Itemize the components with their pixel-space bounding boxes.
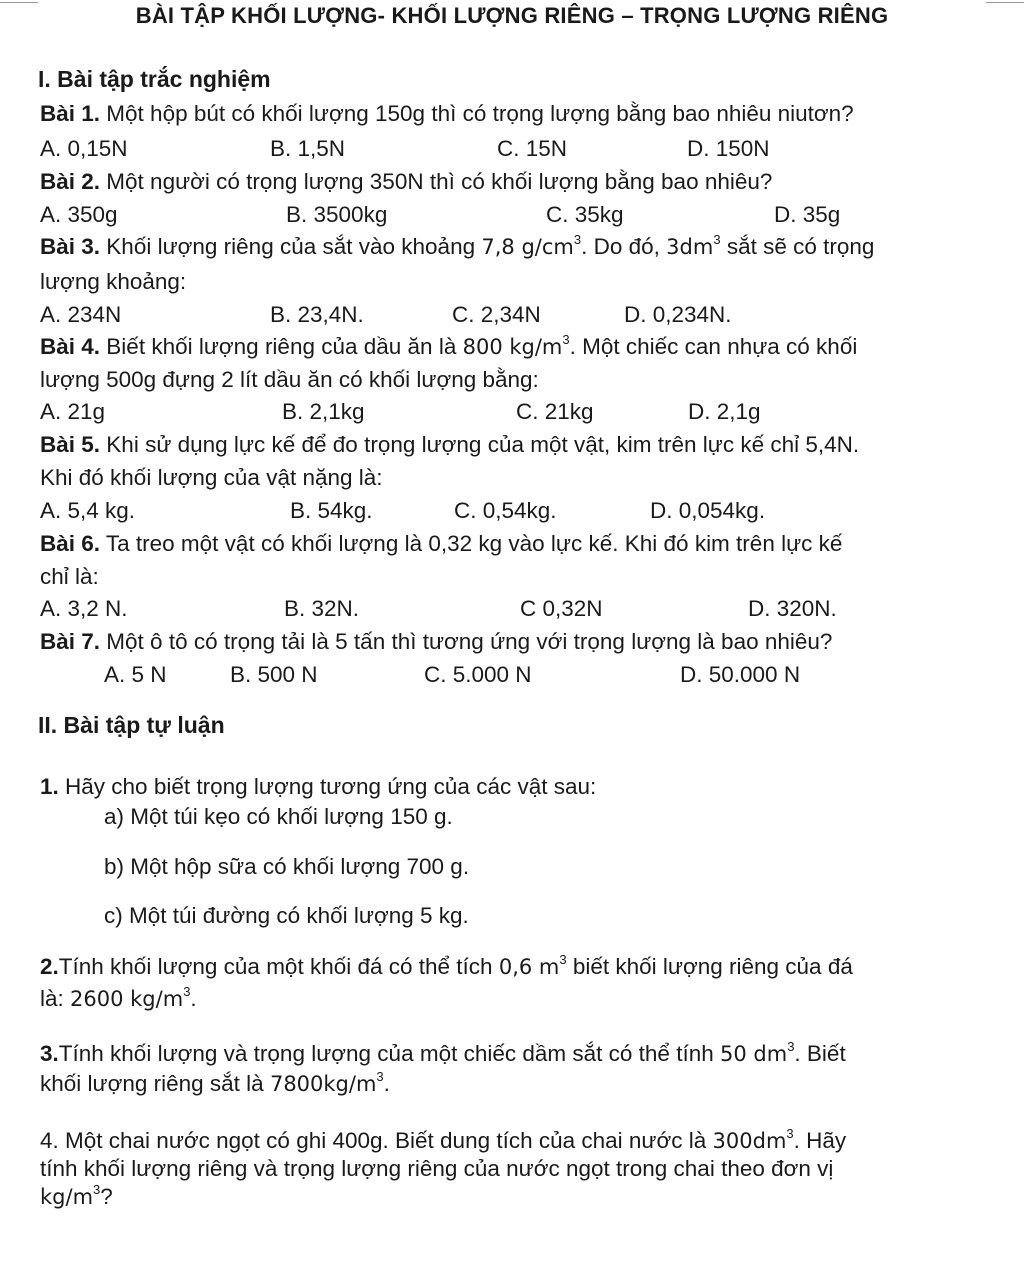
section-1-heading: I. Bài tập trắc nghiệm — [38, 66, 271, 92]
question-text: Ta treo một vật có khối lượng là 0,32 kg vào lực kế. Khi đó kim trên lực kế — [105, 531, 843, 556]
sub-item-a: a) Một túi kẹo có khối lượng 150 g. — [104, 804, 453, 829]
question-1 — [40, 103, 854, 126]
question-text: Một ô tô có trọng tải là 5 tấn thì tương ứng với trọng lượng là bao nhiêu? — [106, 629, 833, 654]
question-label: Bài 6. — [40, 531, 101, 556]
question-number: 3. — [40, 1041, 59, 1066]
option-b: B. 32N. — [284, 596, 360, 621]
option-d: D. 2,1g — [688, 399, 761, 424]
question-mark: ? — [100, 1184, 113, 1209]
question-text-b: . Biết — [794, 1041, 846, 1066]
formula-density: 2600 kg/m — [70, 987, 184, 1011]
superscript: 3 — [559, 952, 567, 967]
superscript: 3 — [562, 332, 570, 347]
essay-question-4 — [40, 1126, 847, 1153]
question-text-a: 4. Một chai nước ngọt có ghi 400g. Biết dung tích của chai nước là — [40, 1128, 707, 1153]
option-d: D. 0,234N. — [624, 302, 732, 327]
question-text-a: Tính khối lượng và trọng lượng của một chiếc dầm sắt có thể tính — [58, 1041, 714, 1066]
option-d: D. 320N. — [748, 596, 837, 621]
question-text-b: . Do đó, — [581, 234, 660, 259]
option-d: D. 50.000 N — [680, 662, 801, 687]
question-text-b: . Hãy — [793, 1128, 847, 1153]
superscript: 3 — [93, 1182, 101, 1197]
formula-density: 800 kg/m — [462, 335, 563, 359]
question-6 — [40, 533, 842, 556]
option-a: A. 5,4 kg. — [40, 498, 136, 523]
question-4 — [40, 332, 858, 359]
question-text: Hãy cho biết trọng lượng tương ứng của các vật sau: — [65, 774, 597, 799]
essay-question-4-line-2: tính khối lượng riêng và trọng lượng riêng của nước ngọt trong chai theo đơn vị — [40, 1156, 834, 1181]
option-b: B. 1,5N — [270, 136, 346, 161]
option-a: A. 350g — [40, 202, 118, 227]
period: . — [190, 986, 197, 1011]
option-a: A. 5 N — [104, 662, 167, 687]
question-label: Bài 2. — [40, 169, 101, 194]
question-5 — [40, 434, 859, 457]
essay-question-3-line-2 — [40, 1069, 390, 1096]
option-c: C. 0,54kg. — [454, 498, 557, 523]
essay-question-1 — [40, 776, 596, 799]
question-text: Một người có trọng lượng 350N thì có khối lượng bằng bao nhiêu? — [106, 169, 773, 194]
question-label: Bài 3. — [40, 234, 101, 259]
option-a: A. 21g — [40, 399, 106, 424]
question-text: Khi sử dụng lực kế để đo trọng lượng của một vật, kim trên lực kế chỉ 5,4N. — [106, 432, 860, 457]
question-label: Bài 4. — [40, 334, 101, 359]
question-4-line-2: lượng 500g đựng 2 lít dầu ăn có khối lượng bằng: — [40, 367, 539, 392]
question-3 — [40, 232, 875, 259]
essay-question-4-line-3 — [40, 1182, 113, 1209]
formula-volume: 300dm — [712, 1129, 787, 1153]
question-text-a: Biết khối lượng riêng của dầu ăn là — [106, 334, 457, 359]
question-number: 2. — [40, 954, 59, 979]
worksheet-title: BÀI TẬP KHỐI LƯỢNG- KHỐI LƯỢNG RIÊNG – TRỌNG LƯỢNG RIÊNG — [135, 3, 889, 28]
question-text-c: sắt sẽ có trọng — [726, 234, 875, 259]
question-label: Bài 5. — [40, 432, 101, 457]
option-c: C 0,32N — [520, 596, 603, 621]
option-a: A. 234N — [40, 302, 122, 327]
option-b: B. 54kg. — [290, 498, 373, 523]
superscript: 3 — [183, 984, 191, 999]
option-a: A. 0,15N — [40, 136, 128, 161]
question-label: Bài 1. — [40, 101, 101, 126]
question-text-a: Khối lượng riêng của sắt vào khoảng — [106, 234, 476, 259]
sub-item-b: b) Một hộp sữa có khối lượng 700 g. — [104, 854, 470, 879]
question-text-b: biết khối lượng riêng của đá — [572, 954, 853, 979]
formula-volume: 3dm — [666, 235, 714, 259]
question-6-line-2: chỉ là: — [40, 564, 99, 589]
formula-volume: 0,6 m — [498, 955, 560, 979]
formula-unit: kg/m — [40, 1185, 94, 1209]
question-label: Bài 7. — [40, 629, 101, 654]
option-c: C. 5.000 N — [424, 662, 532, 687]
option-b: B. 500 N — [230, 662, 318, 687]
question-text-b: . Một chiếc can nhựa có khối — [569, 334, 858, 359]
option-b: B. 23,4N. — [270, 302, 364, 327]
question-text-a: Tính khối lượng của một khối đá có thể tích — [58, 954, 493, 979]
question-number: 1. — [40, 774, 59, 799]
option-d: D. 0,054kg. — [650, 498, 766, 523]
question-5-line-2: Khi đó khối lượng của vật nặng là: — [40, 465, 383, 490]
superscript: 3 — [786, 1126, 794, 1141]
superscript: 3 — [787, 1039, 795, 1054]
option-c: C. 35kg — [546, 202, 624, 227]
sub-item-c: c) Một túi đường có khối lượng 5 kg. — [104, 903, 469, 928]
option-b: B. 2,1kg — [282, 399, 365, 424]
formula-density: 7,8 g/cm — [481, 235, 574, 259]
option-c: C. 15N — [497, 136, 568, 161]
superscript: 3 — [376, 1069, 384, 1084]
formula-density: 7800kg/m — [269, 1072, 377, 1096]
question-text: Một hộp bút có khối lượng 150g thì có trọng lượng bằng bao nhiêu niutơn? — [106, 101, 854, 126]
superscript: 3 — [713, 232, 721, 247]
period: . — [383, 1071, 390, 1096]
essay-question-2 — [40, 952, 853, 979]
option-d: D. 150N — [687, 136, 770, 161]
essay-question-3 — [40, 1039, 846, 1066]
question-2 — [40, 171, 772, 194]
option-c: C. 2,34N — [452, 302, 541, 327]
option-d: D. 35g — [774, 202, 841, 227]
option-b: B. 3500kg — [286, 202, 388, 227]
superscript: 3 — [573, 232, 582, 247]
question-7 — [40, 631, 832, 654]
essay-question-2-line-2 — [40, 984, 197, 1011]
question-text-c: là: — [40, 986, 64, 1011]
question-3-line-2: lượng khoảng: — [40, 269, 187, 294]
section-2-heading: II. Bài tập tự luận — [38, 712, 225, 738]
formula-volume: 50 dm — [720, 1042, 788, 1066]
option-c: C. 21kg — [516, 399, 594, 424]
question-text-c: khối lượng riêng sắt là — [40, 1071, 264, 1096]
option-a: A. 3,2 N. — [40, 596, 128, 621]
